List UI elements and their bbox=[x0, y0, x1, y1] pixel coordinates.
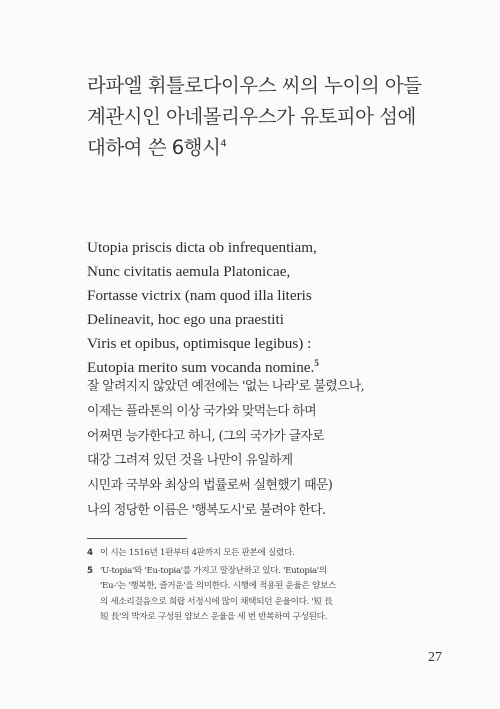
footnote-5 bbox=[87, 564, 427, 625]
korean-translation bbox=[87, 375, 487, 524]
title-line bbox=[87, 132, 487, 163]
latin-poem bbox=[87, 236, 487, 380]
footnote-line: 의 세소리걸음으로 희랍 서정시에 많이 채택되던 운율이다. '短 長 bbox=[100, 596, 333, 607]
korean-line: 시민과 국부와 최상의 법률로써 실현했기 때문) bbox=[87, 478, 333, 494]
korean-line: 잘 알려지지 않았던 예전에는 '없는 나라'로 불렸으나, bbox=[87, 379, 365, 394]
title-line: 라파엘 휘틀로다이우스 씨의 누이의 아들 bbox=[87, 74, 422, 97]
title-line: 계관시인 아네몰리우스가 유토피아 섬에 bbox=[87, 105, 416, 128]
footnote-body bbox=[100, 546, 295, 561]
footnote-line: 'Eu-'는 '행복한, 즐거운'을 의미한다. 시행에 적용된 운율은 얌보스 bbox=[100, 581, 336, 592]
footnote-line: 'U-topia'와 'Eu-topia'를 가지고 말장난하고 있다. 'Eutopia'의 bbox=[100, 566, 327, 577]
footnotes bbox=[87, 546, 427, 628]
korean-line: 대강 그려져 있던 것을 나만이 유일하게 bbox=[87, 453, 293, 469]
footnote-line: 이 시는 1516년 1판부터 4판까지 모든 판본에 실렸다. bbox=[100, 548, 295, 558]
title-line-text: 대하여 쓴 6행시 bbox=[87, 136, 221, 159]
footnote-ref-4[interactable]: 4 bbox=[220, 138, 227, 150]
latin-line: Utopia priscis dicta ob infrequentiam, bbox=[87, 239, 317, 256]
page-number: 27 bbox=[428, 650, 442, 665]
poem-title bbox=[87, 70, 487, 163]
latin-line: Viris et opibus, optimisque legibus) : bbox=[87, 335, 312, 352]
footnote-4 bbox=[87, 546, 427, 561]
latin-line-text: Eutopia merito sum vocanda nomine. bbox=[87, 359, 315, 376]
footnote-number: 4 bbox=[87, 548, 93, 558]
footnote-ref-5[interactable]: 5 bbox=[314, 357, 319, 368]
footnote-divider bbox=[87, 538, 187, 539]
footnote-number: 5 bbox=[87, 566, 93, 577]
korean-line: 이제는 플라톤의 이상 국가와 맞먹는다 하며 bbox=[87, 403, 317, 419]
latin-line: Delineavit, hoc ego una praestiti bbox=[87, 311, 284, 328]
footnote-body bbox=[100, 564, 336, 625]
latin-line: Fortasse victrix (nam quod illa literis bbox=[87, 287, 312, 304]
latin-line: Nunc civitatis aemula Platonicae, bbox=[87, 263, 291, 280]
footnote-line: 短 長'의 박자로 구성된 얌보스 운율을 세 번 반복하여 구성된다. bbox=[100, 611, 328, 622]
korean-line: 어쩌면 능가한다고 하니, (그의 국가가 글자로 bbox=[87, 428, 324, 444]
korean-line: 나의 정당한 이름은 '행복도시'로 불려야 한다. bbox=[87, 502, 326, 518]
